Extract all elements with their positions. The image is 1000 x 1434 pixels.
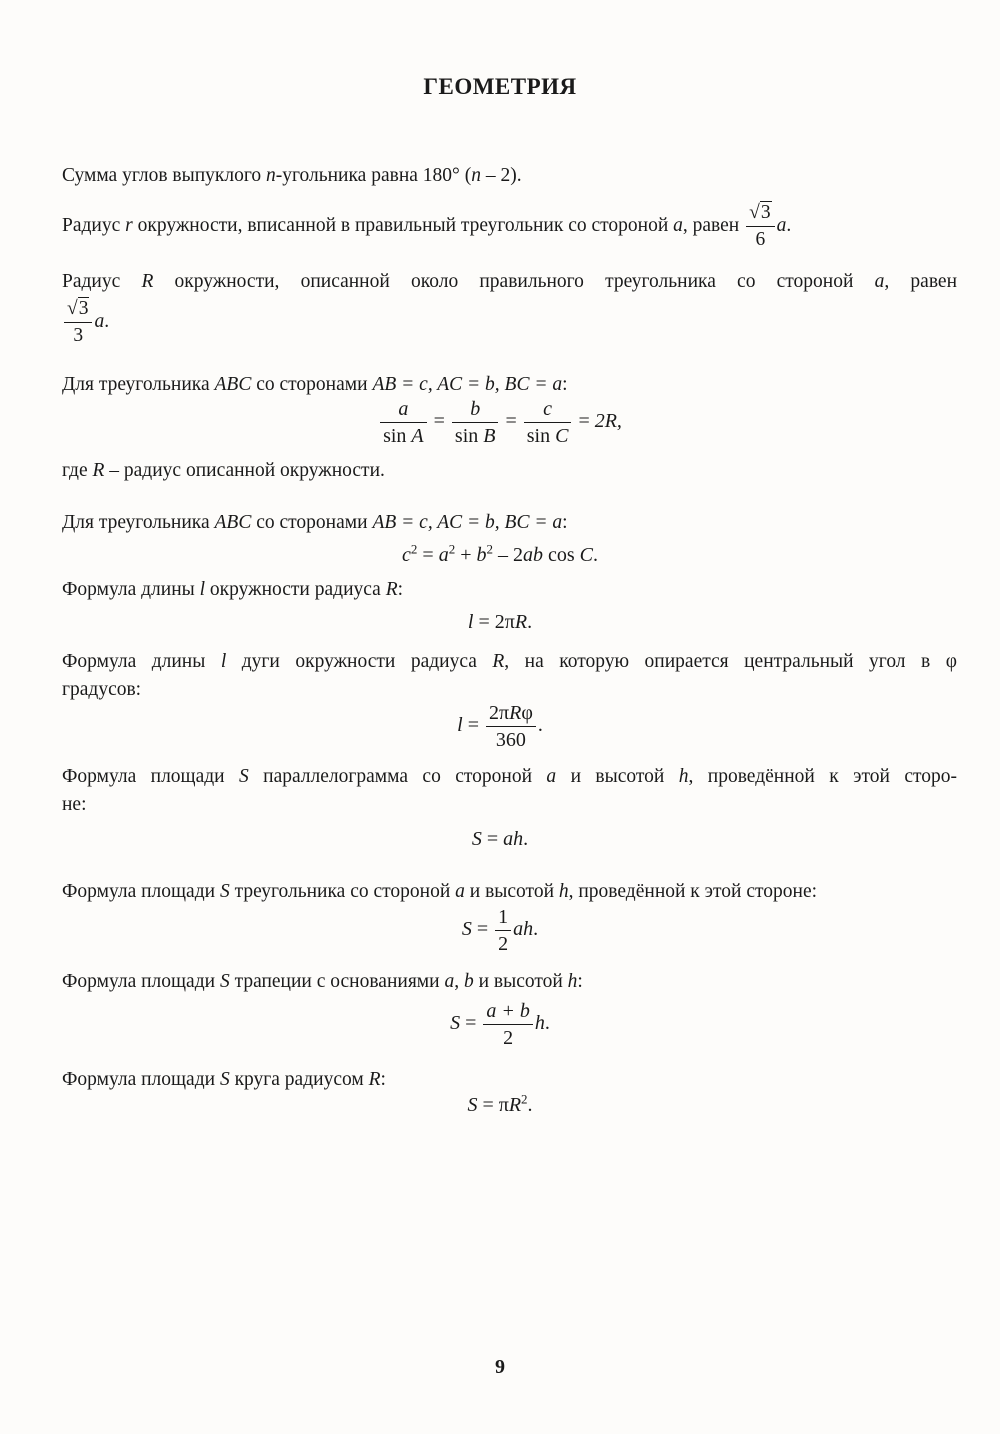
circumradius-fraction: $\frac{√3}{3}$ (64, 296, 92, 349)
cosine-law-formula: $c^2 = a^2 + b^2 - 2ab$ cos C. (402, 541, 598, 566)
circumradius-formula: $\frac{√3}{3}$ a. (62, 296, 957, 349)
arc-length-text-2: градусов: (62, 679, 142, 700)
triangle-area-text: Формула площади S треугольника со стороной a и высотой h, проведённой к этой стороне: (62, 881, 818, 902)
sine-law-note: где R – радиус описанной окружности. (62, 460, 385, 481)
page-number: 9 (495, 1356, 505, 1378)
circumradius-text: Радиус R окружности, описанной около правильного треугольника со стороной a, равен (62, 271, 958, 292)
circle-area-formula: $S = \pi R^2$. (467, 1091, 533, 1116)
circumference-text: Формула длины l окружности радиуса R: (62, 579, 404, 600)
arc-length-text-1: Формула длины l дуги окружности радиуса R, на которую опирается центральный угол в φ (62, 651, 957, 672)
inradius-text: Радиус r окружности, вписанной в правильный треугольник со стороной a, равен $\frac{√3}{6}$ a. (62, 200, 957, 253)
inradius-fraction: $\frac{√3}{6}$ (746, 200, 774, 253)
sine-law-intro: Для треугольника ABC со сторонами AB = c, AC = b, BC = a: (62, 374, 568, 395)
angle-sum-text: Сумма углов выпуклого n-угольника равна 180° (n – 2). (62, 165, 522, 186)
page-title: ГЕОМЕТРИЯ (423, 74, 577, 99)
parallelogram-text-2: не: (62, 794, 87, 815)
cosine-law-intro: Для треугольника ABC со сторонами AB = c, AC = b, BC = a: (62, 512, 568, 533)
trapezoid-area-text: Формула площади S трапеции с основаниями a, b и высотой h: (62, 971, 583, 992)
sine-law-formula: $\frac{a}{\text{sin A}}$ = $\frac{b}{\text{sin B}}$ = $\frac{c}{\text{sin C}}$ = 2R, (0, 396, 1000, 449)
arc-length-formula: l = $\frac{\text{2πRφ}}{360}$ . (457, 702, 543, 751)
circle-area-text: Формула площади S круга радиусом R: (62, 1069, 386, 1090)
trapezoid-area-formula: S = $\frac{a + b}{2}$ h. (450, 1000, 550, 1049)
circumference-formula: l = 2πR. (467, 611, 533, 633)
parallelogram-formula: S = ah. (471, 828, 529, 850)
triangle-area-formula: S = $\frac{1}{2}$ ah. (461, 906, 539, 955)
parallelogram-text-1: Формула площади S параллелограмма со стороной a и высотой h, проведённой к этой сторо- (62, 766, 957, 787)
